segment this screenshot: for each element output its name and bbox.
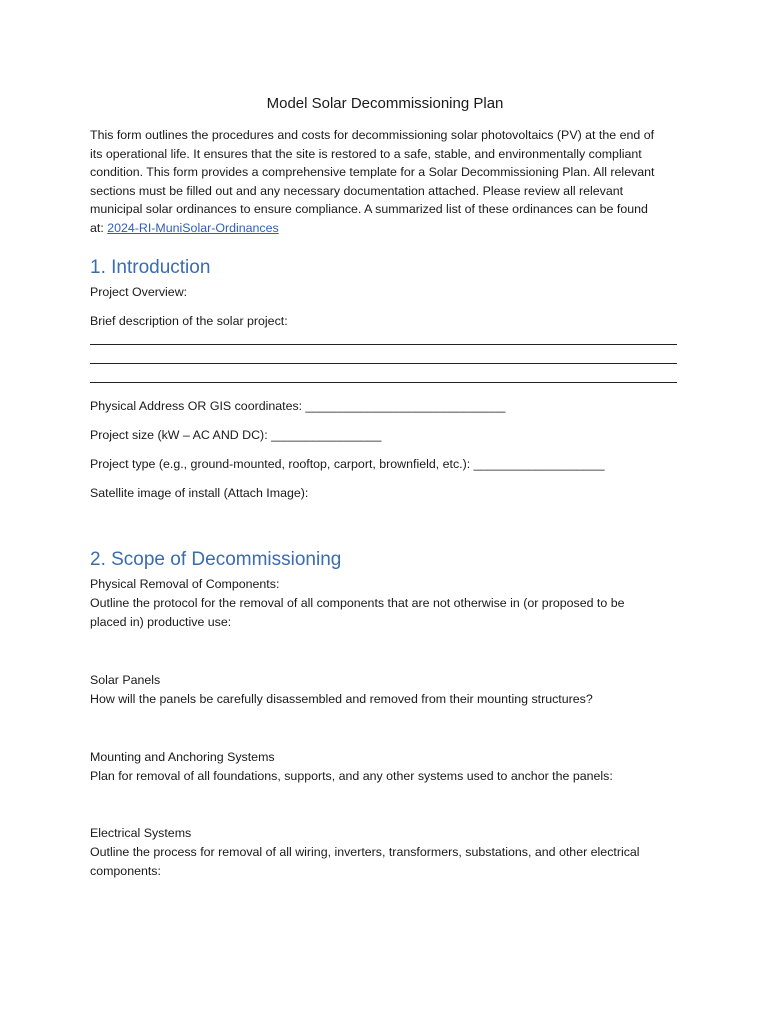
intro-line: sections must be filled out and any necessary documentation attached. Please review all relevant xyxy=(90,183,624,198)
intro-line: This form outlines the procedures and costs for decommissioning solar photovoltaics (PV) at the end of xyxy=(90,128,655,142)
intro-prefix: at: xyxy=(90,220,108,235)
project-size-field[interactable]: Project size (kW – AC AND DC): ________________ xyxy=(90,428,382,442)
description-blank-line[interactable] xyxy=(90,363,677,364)
electrical-question: Outline the process for removal of all wiring, inverters, transformers, substations, and other electrical xyxy=(90,845,640,859)
description-blank-line[interactable] xyxy=(90,382,677,383)
page-title: Model Solar Decommissioning Plan xyxy=(266,95,504,112)
intro-line-last xyxy=(90,219,680,238)
electrical-question-cont: components: xyxy=(90,864,161,878)
physical-removal-label: Physical Removal of Components: xyxy=(90,577,280,591)
ordinances-link[interactable]: 2024-RI-MuniSolar-Ordinances xyxy=(107,220,279,235)
solar-panels-question: How will the panels be carefully disassembled and removed from their mounting structures? xyxy=(90,692,593,706)
satellite-image-label: Satellite image of install (Attach Image): xyxy=(90,486,309,500)
description-blank-line[interactable] xyxy=(90,344,677,345)
section-heading-introduction: 1. Introduction xyxy=(90,257,211,278)
outline-protocol-text-cont: placed in) productive use: xyxy=(90,615,232,629)
solar-panels-title: Solar Panels xyxy=(90,673,161,687)
mounting-question: Plan for removal of all foundations, supports, and any other systems used to anchor the panels: xyxy=(90,769,613,783)
brief-description-label: Brief description of the solar project: xyxy=(90,314,288,328)
intro-paragraph xyxy=(90,126,680,237)
project-type-field[interactable]: Project type (e.g., ground-mounted, rooftop, carport, brownfield, etc.): ___________________ xyxy=(90,457,605,471)
project-overview-label: Project Overview: xyxy=(90,285,188,299)
intro-line: its operational life. It ensures that the site is restored to a safe, stable, and environmentally compliant xyxy=(90,146,642,161)
mounting-title: Mounting and Anchoring Systems xyxy=(90,750,275,764)
electrical-title: Electrical Systems xyxy=(90,826,192,840)
intro-line: municipal solar ordinances to ensure compliance. A summarized list of these ordinances can be found xyxy=(90,202,648,216)
section-heading-scope: 2. Scope of Decommissioning xyxy=(90,549,342,570)
address-field[interactable]: Physical Address OR GIS coordinates: _____________________________ xyxy=(90,399,506,413)
intro-line: condition. This form provides a comprehensive template for a Solar Decommissioning Plan. All relevant xyxy=(90,165,655,179)
outline-protocol-text: Outline the protocol for the removal of all components that are not otherwise in (or proposed to be xyxy=(90,596,625,610)
